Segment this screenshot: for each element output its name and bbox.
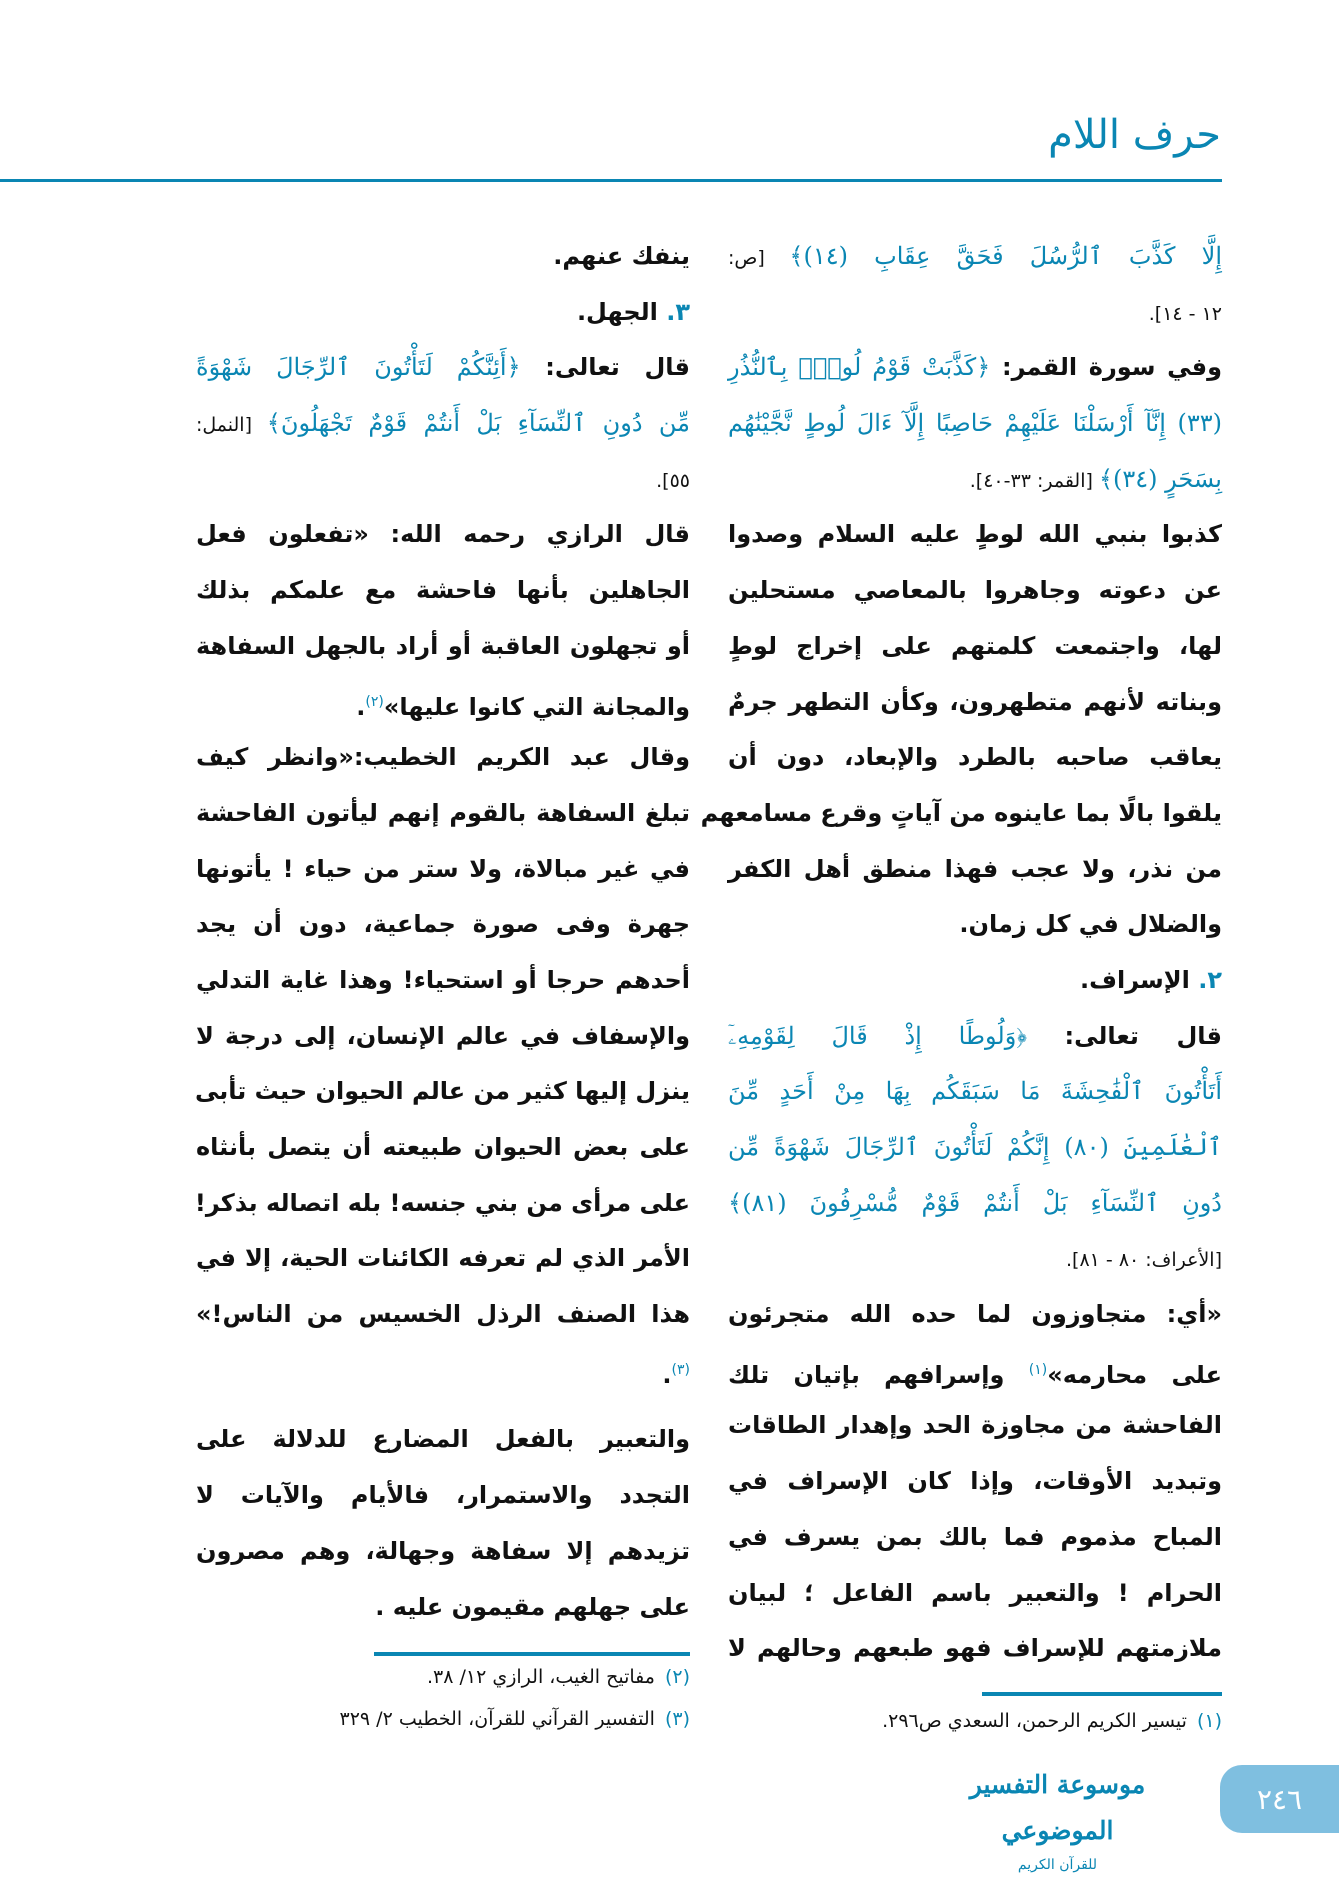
text-line (728, 1120, 1222, 1176)
text-line (728, 675, 1222, 731)
body-text: الحرام ! والتعبير باسم الفاعل ؛ لبيان (728, 1578, 1222, 1607)
footnote-number: (٣) (664, 1708, 690, 1730)
text-line (196, 1231, 690, 1287)
left-column (196, 229, 690, 1635)
footnote-1 (882, 1710, 1222, 1732)
quran-verse: دُونِ ٱلنِّسَآءِ بَلْ أَنتُمْ قَوْمٌ مُّسْرِفُونَ (٨١)﴾ (728, 1188, 1222, 1217)
text-line (196, 1412, 690, 1468)
body-text: «أي: متجاوزون لما حده الله متجرئون (728, 1300, 1222, 1329)
text-line (728, 507, 1222, 563)
text-line (728, 1009, 1222, 1065)
body-text: قال تعالى: (1026, 1021, 1222, 1050)
text-line (196, 1287, 690, 1343)
footnote-number: (١) (1196, 1710, 1222, 1732)
body-text: . (356, 692, 366, 721)
verse-reference: [ص: (728, 247, 790, 269)
text-line (196, 396, 690, 452)
footnote-ref[interactable]: (٢) (365, 693, 384, 710)
text-line (196, 1343, 690, 1399)
text-line (196, 285, 690, 341)
text-line (196, 340, 690, 396)
text-line (728, 1510, 1222, 1566)
body-text: على مرأى من بني جنسه! بله اتصاله بذكر! (194, 1188, 690, 1217)
text-line (196, 1009, 690, 1065)
body-text: والمجانة التي كانوا عليها» (383, 692, 690, 721)
header-divider (0, 179, 1222, 182)
text-line (728, 730, 1222, 786)
body-text: والإسفاف في عالم الإنسان، إلى درجة لا (196, 1021, 690, 1050)
text-line (728, 897, 1222, 953)
body-text: والضلال في كل زمان. (959, 910, 1222, 939)
text-line (196, 229, 690, 285)
text-line (196, 1120, 690, 1176)
section-number: ٢. (1189, 965, 1222, 994)
verse-reference: [القمر: ٣٣-٤٠]. (969, 469, 1099, 492)
body-text: يلقوا بالًا بما عاينوه من آياتٍ وقرع مسامعهم (700, 798, 1222, 827)
body-text: الأمر الذي لم تعرفه الكائنات الحية، إلا في (196, 1244, 690, 1273)
body-text: المباح مذموم فما بالك بمن يسرف في (728, 1522, 1222, 1551)
body-text: يعاقب صاحبه بالطرد والإبعاد، دون أن (728, 743, 1222, 772)
footnote-ref[interactable]: (١) (1028, 1361, 1048, 1378)
body-text: الجاهلين بأنها فاحشة مع علمكم بذلك (196, 576, 690, 605)
body-text: كذبوا بنبي الله لوطٍ عليه السلام وصدوا (728, 520, 1222, 549)
body-text: وإسرافهم بإتيان تلك (728, 1360, 1029, 1389)
footnote-text: مفاتيح الغيب، الرازي ١٢/ ٣٨. (426, 1666, 655, 1688)
body-text: والتعبير بالفعل المضارع للدلالة على (196, 1425, 690, 1454)
body-text: ينزل إليها كثير من عالم الحيوان حيث تأبى (194, 1077, 690, 1106)
body-text: أحدهم حرجا أو استحياء! وهذا غاية التدلي (196, 965, 690, 994)
text-line (196, 1468, 690, 1524)
footnote-text: التفسير القرآني للقرآن، الخطيب ٢/ ٣٢٩ (339, 1708, 655, 1730)
body-text: هذا الصنف الرذل الخسيس من الناس!» (196, 1300, 690, 1329)
right-column (700, 229, 1223, 1677)
verse-reference: [الأعراف: ٨٠ - ٨١]. (1066, 1249, 1222, 1272)
encyclopedia-logo (934, 1762, 1181, 1873)
body-text: الإسراف. (1080, 965, 1190, 994)
body-text: في غير مبالاة، ولا ستر من حياء ! يأتونها (196, 854, 690, 883)
quran-verse: ﴿أَئِنَّكُمْ لَتَأْتُونَ ٱلرِّجَالَ شَهْوَةً (196, 353, 521, 382)
section-number: ٣. (657, 297, 690, 326)
body-text: تبلغ السفاهة بالقوم إنهم ليأتون الفاحشة (196, 798, 690, 827)
text-line (196, 1580, 690, 1636)
text-line (728, 563, 1222, 619)
body-text: ملازمتهم للإسراف فهو طبعهم وحالهم لا (728, 1634, 1222, 1663)
verse-reference: [النمل: (196, 414, 267, 437)
body-text: الجهل. (576, 297, 658, 326)
text-line (196, 675, 690, 731)
footnote-number: (٢) (664, 1666, 690, 1688)
chapter-title: حرف اللام (1048, 112, 1221, 158)
footnote-ref[interactable]: (٣) (671, 1361, 690, 1378)
page-number: ٢٤٦ (1256, 1782, 1303, 1816)
text-line (196, 1064, 690, 1120)
body-text: ينفك عنهم. (553, 242, 690, 270)
body-text: على محارمه» (1047, 1360, 1222, 1389)
text-line (728, 842, 1222, 898)
body-text: تزيدهم إلا سفاهة وجهالة، وهم مصرون (196, 1536, 690, 1565)
quran-verse: (٣٣) إِنَّآ أَرْسَلْنَا عَلَيْهِمْ حَاصِبًا إِلَّآ ءَالَ لُوطٍ نَّجَّيْنَٰهُم (728, 409, 1222, 438)
body-text: على بعض الحيوان طبيعته أن يتصل بأنثاه (196, 1133, 690, 1161)
body-text: قال الرازي رحمه الله: «تفعلون فعل (196, 520, 690, 549)
footnote-divider-right (982, 1692, 1222, 1696)
quran-verse: ٱلْعَٰلَمِينَ (٨٠) إِنَّكُمْ لَتَأْتُونَ ٱلرِّجَالَ شَهْوَةً مِّن (728, 1133, 1222, 1161)
text-line (196, 619, 690, 675)
text-line (196, 1524, 690, 1580)
text-line (728, 396, 1222, 452)
text-line (728, 1566, 1222, 1622)
text-line (196, 730, 690, 786)
body-text: على جهلهم مقيمون عليه . (375, 1592, 690, 1621)
body-text: وبناته لأنهم متطهرون، وكأن التطهر جرمٌ (728, 687, 1222, 716)
body-text: لها، واجتمعت كلمتهم على إخراج لوطٍ (728, 631, 1222, 660)
quran-verse: ﴿وَلُوطًا إِذْ قَالَ لِقَوْمِهِۦٓ (728, 1021, 1027, 1050)
text-line (728, 1621, 1222, 1677)
text-line (196, 953, 690, 1009)
quran-verse: أَتَأْتُونَ ٱلْفَٰحِشَةَ مَا سَبَقَكُم بِهَا مِنْ أَحَدٍ مِّنَ (728, 1077, 1223, 1106)
body-text: عن دعوته وجاهروا بالمعاصي مستحلين (728, 576, 1222, 605)
body-text: جهرة وفى صورة جماعية، دون أن يجد (196, 910, 690, 939)
body-text: الفاحشة من مجاوزة الحد وإهدار الطاقات (728, 1411, 1222, 1440)
body-text: وقال عبد الكريم الخطيب:«وانظر كيف (196, 743, 690, 772)
text-line (196, 563, 690, 619)
verse-reference: ١٢ - ١٤]. (1148, 302, 1222, 325)
body-text: وفي سورة القمر: (990, 353, 1222, 382)
text-line (728, 1287, 1222, 1343)
text-line (196, 507, 690, 563)
text-line (728, 285, 1222, 341)
body-text: أو تجهلون العاقبة أو أراد بالجهل السفاهة (196, 631, 690, 660)
text-line (728, 340, 1222, 396)
text-line (196, 842, 690, 898)
quran-verse: إِلَّا كَذَّبَ ٱلرُّسُلَ فَحَقَّ عِقَابِ (١٤)﴾ (789, 242, 1223, 270)
footnote-text: تيسير الكريم الرحمن، السعدي ص٢٩٦. (882, 1710, 1187, 1732)
quran-verse: بِسَحَرٍ (٣٤)﴾ (1098, 464, 1222, 493)
text-line (728, 619, 1222, 675)
text-line (196, 1176, 690, 1232)
footnote-2 (427, 1666, 690, 1688)
text-line (728, 1454, 1222, 1510)
text-line (728, 953, 1222, 1009)
text-line (196, 897, 690, 953)
text-line (728, 229, 1222, 285)
page-number-badge (1220, 1765, 1339, 1833)
body-text: . (662, 1360, 672, 1389)
logo-subtitle: للقرآن الكريم (1017, 1857, 1098, 1873)
text-line (700, 786, 1222, 842)
text-line (728, 1398, 1222, 1454)
text-line (728, 452, 1222, 508)
body-text: من نذر، ولا عجب فهذا منطق أهل الكفر (728, 854, 1222, 883)
text-line (196, 452, 690, 508)
quran-verse: مِّن دُونِ ٱلنِّسَآءِ بَلْ أَنتُمْ قَوْمٌ تَجْهَلُونَ﴾ (266, 409, 690, 438)
text-line (728, 1231, 1222, 1287)
logo-title: موسوعة التفسير الموضوعي (969, 1770, 1146, 1845)
quran-verse: ﴿كَذَّبَتْ قَوْمُ لُوطٍۭ بِٱلنُّذُرِ (728, 353, 991, 382)
text-line (728, 1176, 1222, 1232)
text-line (196, 786, 690, 842)
text-line (728, 1064, 1222, 1120)
footnote-divider-left (374, 1652, 690, 1656)
body-text: قال تعالى: (520, 353, 690, 382)
verse-reference: ٥٥]. (656, 469, 690, 492)
footnote-3 (339, 1708, 690, 1730)
body-text: التجدد والاستمرار، فالأيام والآيات لا (196, 1481, 690, 1510)
body-text: وتبديد الأوقات، وإذا كان الإسراف في (728, 1467, 1222, 1496)
text-line (728, 1343, 1222, 1399)
